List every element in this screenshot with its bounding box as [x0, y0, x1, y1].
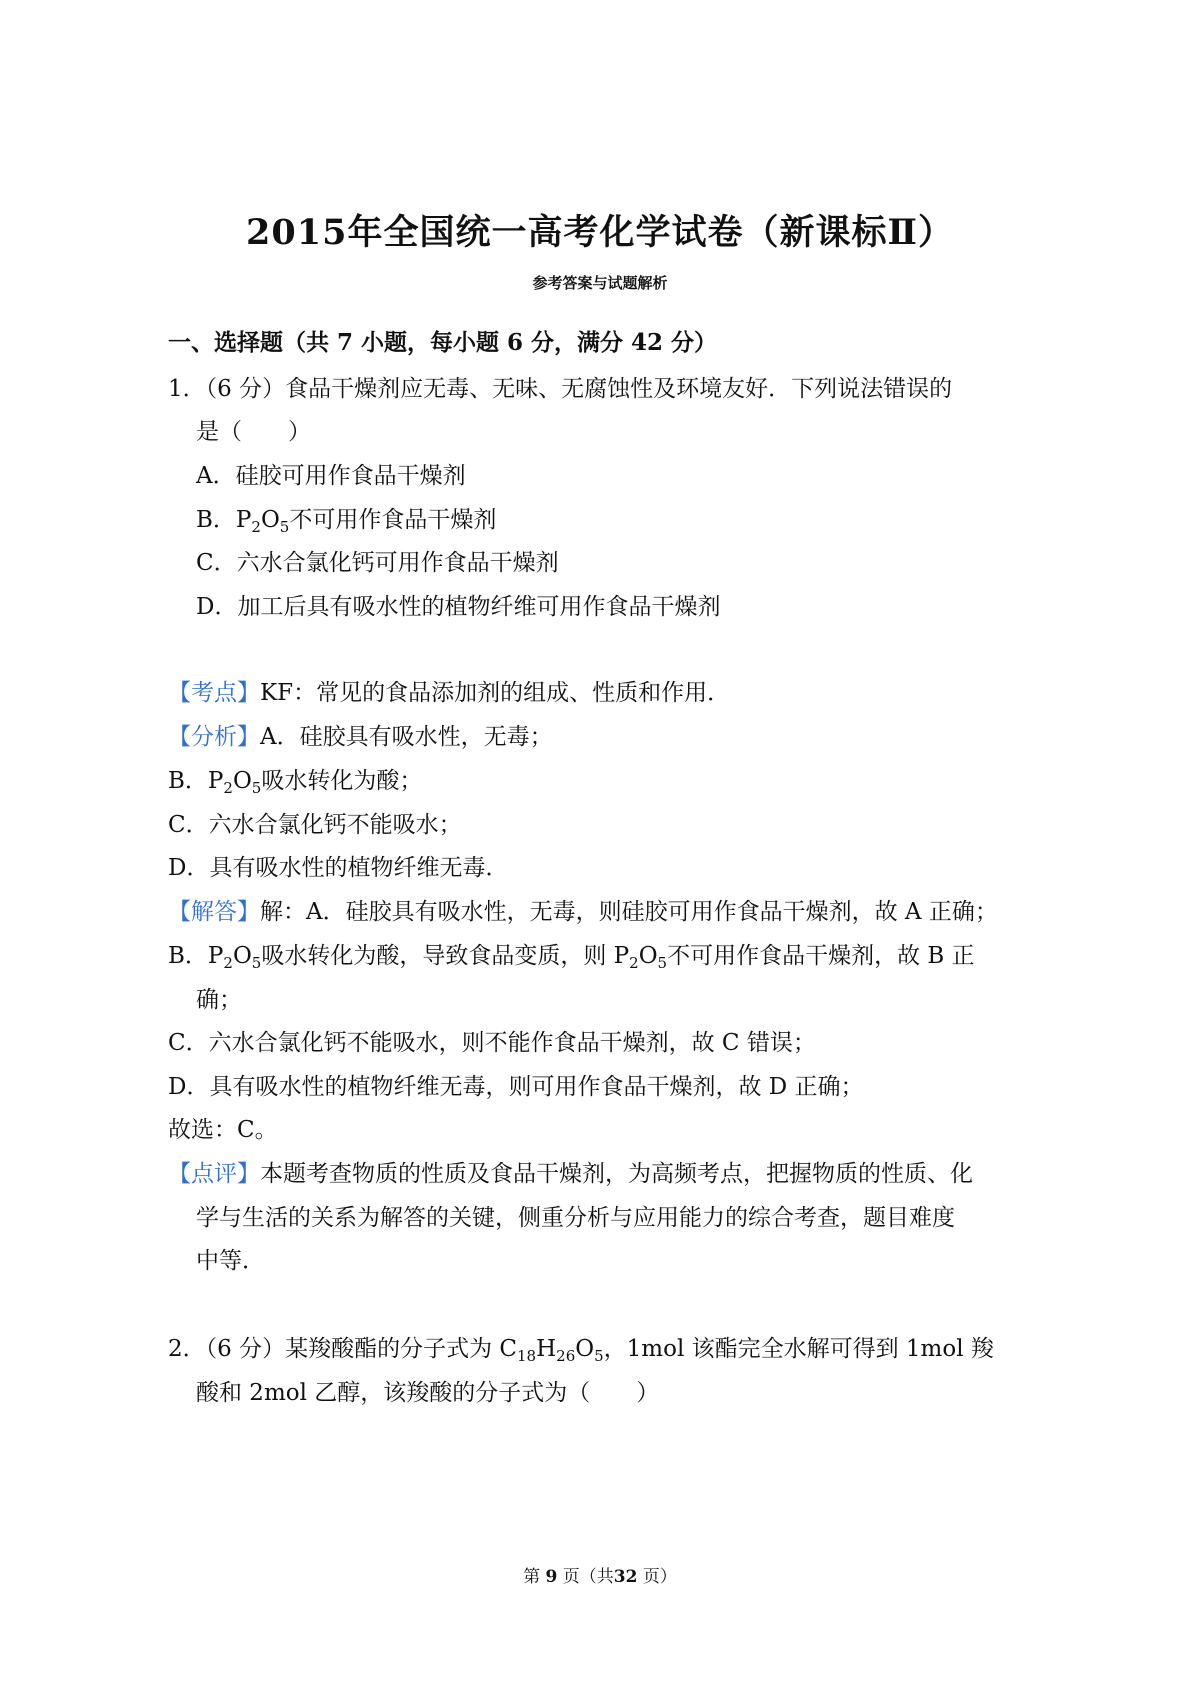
jieda-tag: 【解答】: [168, 899, 260, 925]
dianping-tag: 【点评】: [168, 1161, 260, 1187]
page-subtitle: 参考答案与试题解析: [532, 274, 668, 292]
q1-jieda-b-line2: 确；: [196, 987, 242, 1013]
q1-jieda-c: C．六水合氯化钙不能吸水，则不能作食品干燥剂，故 C 错误；: [168, 1030, 816, 1056]
q1-stem-line1: 1．（6 分）食品干燥剂应无毒、无味、无腐蚀性及环境友好．下列说法错误的: [168, 376, 953, 402]
q1-option-b: B．$P_2O_5$不可用作食品干燥剂: [196, 507, 497, 536]
q1-jieda-d: D．具有吸水性的植物纤维无毒，则可用作食品干燥剂，故 D 正确；: [168, 1074, 864, 1100]
q1-option-a: A．硅胶可用作食品干燥剂: [196, 463, 466, 489]
kaodian-tag: 【考点】: [168, 680, 260, 706]
current-page-number: 9: [545, 1567, 558, 1587]
page-footer: 第 9 页（共32 页）: [523, 1567, 677, 1587]
q1-fenxi-d: D．具有吸水性的植物纤维无毒．: [168, 855, 509, 881]
total-page-number: 32: [613, 1567, 638, 1587]
q1-fenxi-c: C．六水合氯化钙不能吸水；: [168, 812, 462, 838]
q1-kaodian: 【考点】KF：常见的食品添加剂的组成、性质和作用．: [168, 680, 731, 706]
q1-option-d: D．加工后具有吸水性的植物纤维可用作食品干燥剂: [196, 594, 721, 620]
q1-jieda: 【解答】解：A．硅胶具有吸水性，无毒，则硅胶可用作食品干燥剂，故 A 正确；: [168, 899, 998, 925]
fenxi-tag: 【分析】: [168, 724, 260, 750]
q1-option-c: C．六水合氯化钙可用作食品干燥剂: [196, 550, 559, 576]
q1-answer: 故选：C。: [168, 1117, 278, 1143]
section-heading: 一、选择题（共 7 小题，每小题 6 分，满分 42 分）: [168, 329, 718, 356]
q2-stem-line2: 酸和 2mol 乙醇，该羧酸的分子式为（ ）: [196, 1380, 660, 1406]
q1-dianping: 【点评】本题考查物质的性质及食品干燥剂，为高频考点，把握物质的性质、化: [168, 1161, 973, 1187]
page-title: 2015年全国统一高考化学试卷（新课标Ⅱ）: [246, 212, 954, 253]
q1-dianping-line3: 中等．: [196, 1248, 265, 1274]
q1-fenxi: 【分析】A．硅胶具有吸水性，无毒；: [168, 724, 553, 750]
q1-dianping-line2: 学与生活的关系为解答的关键，侧重分析与应用能力的综合考查，题目难度: [196, 1205, 955, 1231]
q1-fenxi-b: B．$P_2O_5$吸水转化为酸；: [168, 768, 423, 797]
q1-jieda-b: B．$P_2O_5$吸水转化为酸，导致食品变质，则 $P_2O_5$不可用作食品干燥剂，故 B 正: [168, 943, 975, 972]
q2-stem-line1: 2．（6 分）某羧酸酯的分子式为 $C_{18}H_{26}O_5$，1mol 该酯完全水解可得到 1mol 羧: [168, 1336, 994, 1365]
q1-stem-line2: 是（ ）: [196, 419, 311, 445]
